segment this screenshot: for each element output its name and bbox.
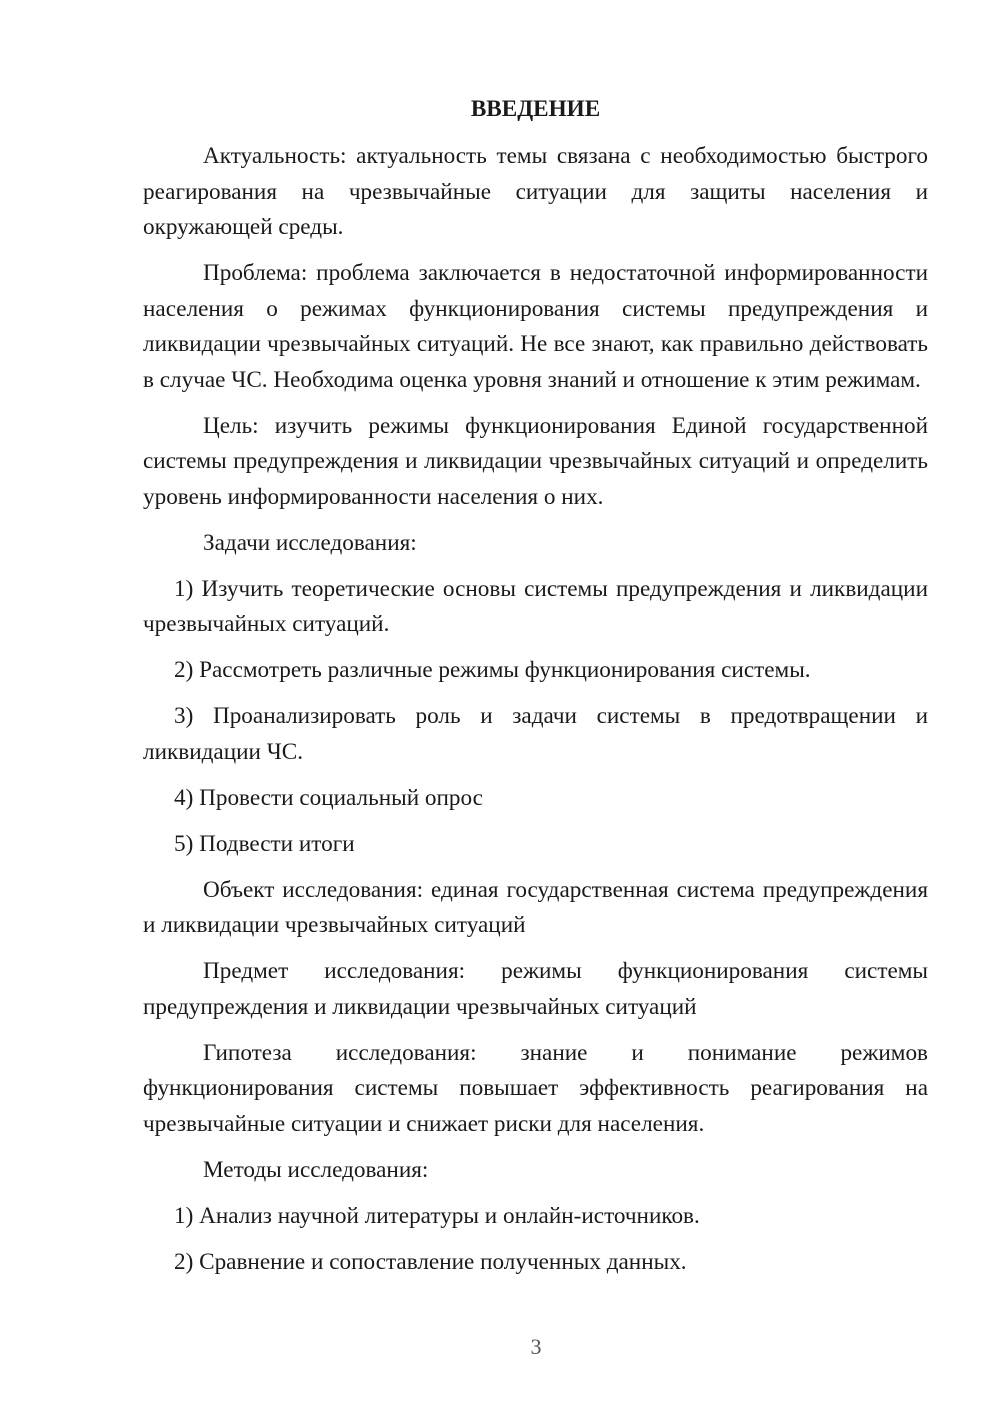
page-content	[143, 92, 928, 1291]
paragraph-relevance: Актуальность: актуальность темы связана с необходимостью быстрого реагирования на чрезвычайные ситуации для защиты населения и окружающей среды.	[143, 143, 928, 240]
task-item-1: 1) Изучить теоретические основы системы предупреждения и ликвидации чрезвычайных ситуаций.	[143, 575, 928, 637]
task-item-3: 3) Проанализировать роль и задачи системы в предотвращении и ликвидации ЧС.	[143, 703, 928, 765]
page-number: 3	[530, 1334, 542, 1359]
paragraph-object: Объект исследования: единая государственная система предупреждения и ликвидации чрезвычайных ситуаций	[143, 876, 928, 938]
section-title: ВВЕДЕНИЕ	[470, 96, 601, 122]
paragraph-goal: Цель: изучить режимы функционирования Единой государственной системы предупреждения и ликвидации чрезвычайных ситуаций и определить уровень информированности населения о них.	[143, 412, 928, 510]
method-item-1: 1) Анализ научной литературы и онлайн-источников.	[174, 1202, 700, 1229]
paragraph-methods-heading: Методы исследования:	[203, 1156, 429, 1183]
paragraph-problem: Проблема: проблема заключается в недостаточной информированности населения о режимах функционирования системы предупреждения и ликвидации чрезвычайных ситуаций. Не все знают, как правильно действовать в случае ЧС. Необходима оценка уровня знаний и отношение к этим режимам.	[143, 260, 928, 393]
task-item-2: 2) Рассмотреть различные режимы функционирования системы.	[174, 657, 811, 683]
task-item-4: 4) Провести социальный опрос	[174, 784, 483, 811]
task-item-5: 5) Подвести итоги	[174, 830, 355, 857]
paragraph-subject: Предмет исследования: режимы функционирования системы предупреждения и ликвидации чрезвычайных ситуаций	[143, 958, 928, 1020]
paragraph-hypothesis: Гипотеза исследования: знание и понимание режимов функционирования системы повышает эффективность реагирования на чрезвычайные ситуации и снижает риски для населения.	[143, 1039, 928, 1137]
paragraph-tasks-heading: Задачи исследования:	[203, 529, 417, 556]
method-item-2: 2) Сравнение и сопоставление полученных данных.	[174, 1248, 687, 1275]
